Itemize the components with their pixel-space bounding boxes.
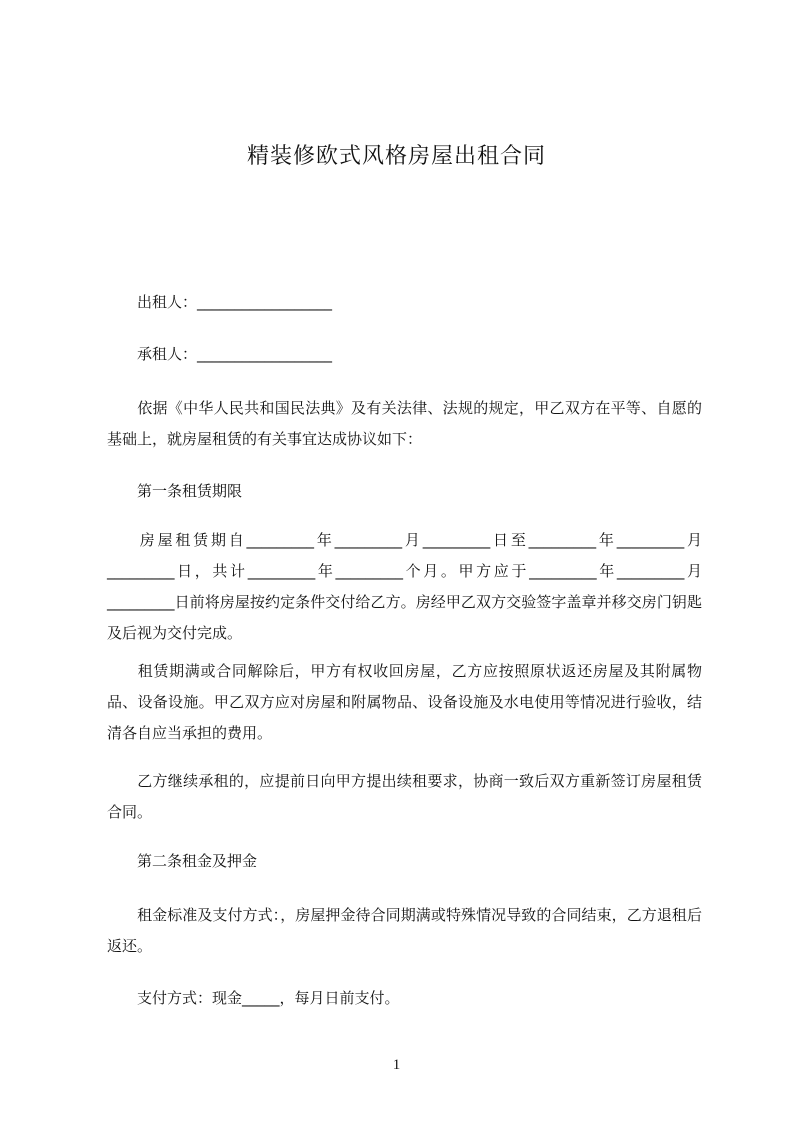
page-number: 1 [392,1057,401,1073]
payment-method-line: 支付方式：现金_____，每月日前支付。 [137,989,400,1007]
article-1-paragraph-3-text: 乙方继续承租的，应提前日向甲方提出续租要求，协商一致后双方重新签订房屋租赁合同。 [107,772,702,821]
article-1-paragraph-3 [107,766,702,828]
article-1-paragraph-1 [107,525,702,649]
document-title: 精装修欧式风格房屋出租合同 [246,144,546,169]
lessee-line: 承租人：__________________ [137,345,333,363]
article-1-paragraph-2 [107,656,702,749]
article-1-heading: 第一条租赁期限 [137,482,243,500]
lessor-line: 出租人：__________________ [137,293,333,311]
preamble-paragraph [107,393,702,455]
article-1-paragraph-2-text: 租赁期满或合同解除后，甲方有权收回房屋，乙方应按照原状返还房屋及其附属物品、设备设施。甲乙双方应对房屋和附属物品、设备设施及水电使用等情况进行验收，结清各自应当承担的费用。 [107,662,702,742]
article-2-heading: 第二条租金及押金 [137,852,258,870]
preamble-text: 依据《中华人民共和国民法典》及有关法律、法规的规定，甲乙双方在平等、自愿的基础上，就房屋租赁的有关事宜达成协议如下： [107,399,702,448]
article-2-paragraph-1-text: 租金标准及支付方式：，房屋押金待合同期满或特殊情况导致的合同结束，乙方退租后返还。 [107,906,702,955]
article-2-paragraph-1 [107,900,702,962]
article-1-paragraph-1-text: 房屋租赁期自_________年_________月_________日至_________年_________月_________日，共计_________年_________个月。甲方应于_________年_________月_________日前将房屋按约定条件交付给乙方。房经甲乙双方交验签字盖章并移交房门钥匙及后视为交付完成。 [107,531,702,642]
